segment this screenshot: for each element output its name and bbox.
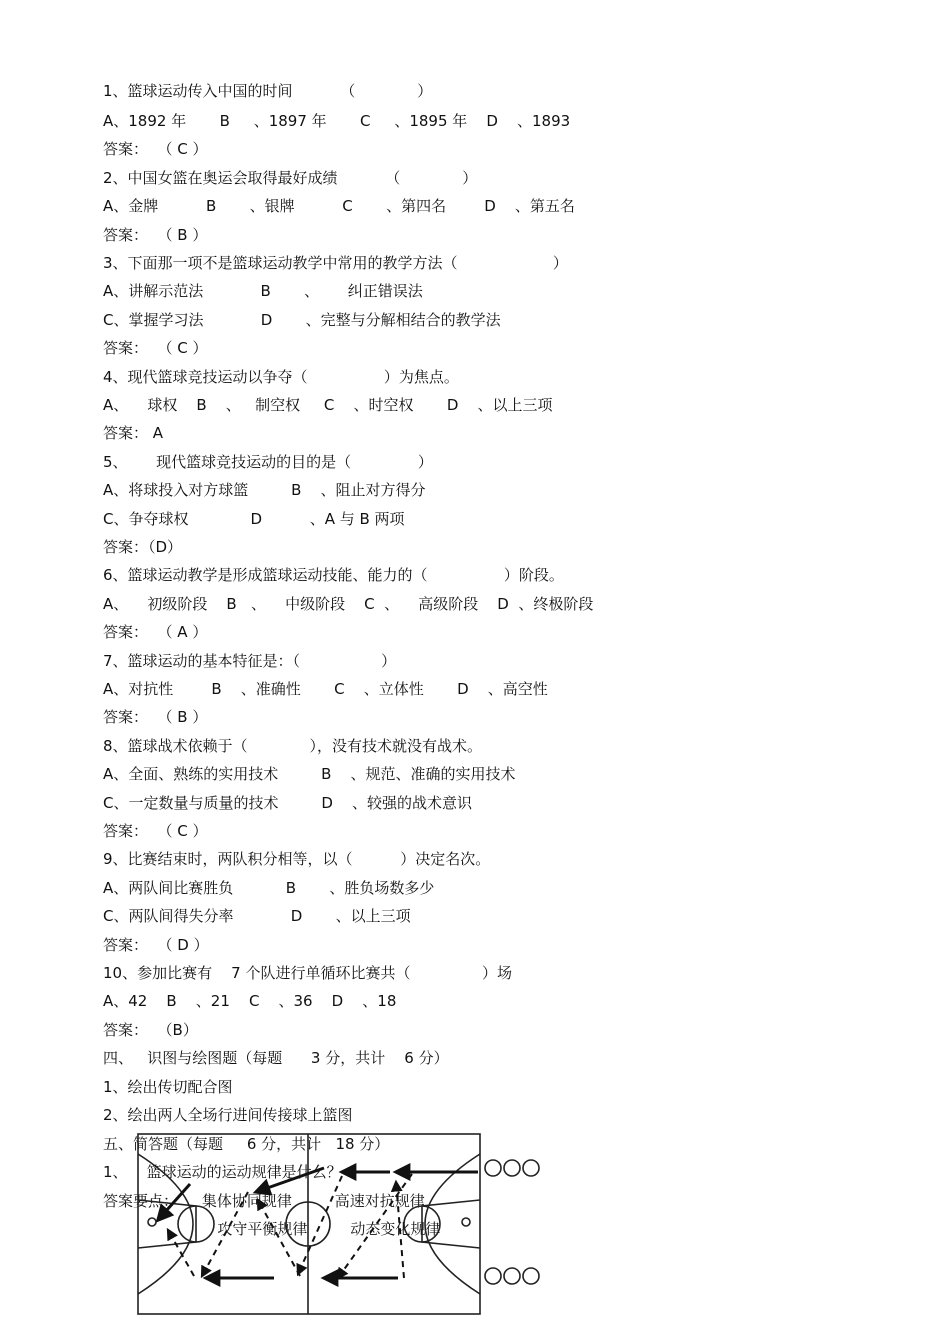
q2-options: A、金牌 B 、银牌 C 、第四名 D 、第五名	[103, 197, 575, 215]
player-marker	[504, 1160, 520, 1176]
pass-arrow	[298, 1176, 342, 1274]
q8-answer: 答案： （ C ）	[103, 822, 208, 840]
basketball-court-diagram	[128, 1130, 558, 1320]
q10-options: A、42 B 、21 C 、36 D 、18	[103, 992, 397, 1010]
pass-arrow	[396, 1182, 404, 1278]
right-three-point-arc	[425, 1154, 480, 1294]
q9-stem: 9、比赛结束时，两队积分相等，以（ ）决定名次。	[103, 850, 491, 868]
q6-answer: 答案： （ A ）	[103, 623, 208, 641]
section-five-answer-2: 攻守平衡规律 动态变化规律	[103, 1220, 441, 1238]
q10-stem: 10、参加比赛有 7 个队进行单循环比赛共（ ）场	[103, 964, 512, 982]
q4-options: A、 球权 B 、 制空权 C 、时空权 D 、以上三项	[103, 396, 553, 414]
q3-answer: 答案： （ C ）	[103, 339, 208, 357]
pass-arrow	[338, 1174, 412, 1278]
q5-options-ab: A、将球投入对方球篮 B 、阻止对方得分	[103, 481, 426, 499]
pass-arrow	[202, 1192, 248, 1276]
q3-stem: 3、下面那一项不是篮球运动教学中常用的教学方法（ ）	[103, 254, 568, 272]
q3-options-cd: C、掌握学习法 D 、完整与分解相结合的教学法	[103, 311, 501, 329]
q7-stem: 7、篮球运动的基本特征是：（ ）	[103, 652, 397, 670]
q6-options: A、 初级阶段 B 、 中级阶段 C 、 高级阶段 D 、终极阶段	[103, 595, 594, 613]
q7-options: A、对抗性 B 、准确性 C 、立体性 D 、高空性	[103, 680, 548, 698]
pass-arrow	[258, 1200, 300, 1276]
section-four-item-2: 2、绘出两人全场行进间传接球上篮图	[103, 1106, 353, 1124]
player-marker	[485, 1160, 501, 1176]
section-four-heading: 四、 识图与绘图题（每题 3 分，共计 6 分）	[103, 1049, 449, 1067]
player-marker	[523, 1268, 539, 1284]
player-marker	[504, 1268, 520, 1284]
player-marker	[485, 1268, 501, 1284]
q5-options-cd: C、争夺球权 D 、A 与 B 两项	[103, 510, 405, 528]
q9-options-ab: A、两队间比赛胜负 B 、胜负场数多少	[103, 879, 435, 897]
left-basket	[148, 1218, 156, 1226]
q7-answer: 答案： （ B ）	[103, 708, 208, 726]
left-three-point-arc	[138, 1154, 193, 1294]
section-five-heading: 五、简答题（每题 6 分，共计 18 分）	[103, 1135, 390, 1153]
q10-answer: 答案： （B）	[103, 1021, 198, 1039]
q6-stem: 6、篮球运动教学是形成篮球运动技能、能力的（ ）阶段。	[103, 566, 564, 584]
q1-stem: 1、篮球运动传入中国的时间 （ ）	[103, 82, 433, 100]
section-five-answer-1: 答案要点： 集体协同规律 高速对抗规律	[103, 1192, 425, 1210]
player-marker	[523, 1160, 539, 1176]
court-boundary	[138, 1134, 480, 1314]
run-arrow	[256, 1168, 324, 1192]
q9-answer: 答案： （ D ）	[103, 936, 209, 954]
q9-options-cd: C、两队间得失分率 D 、以上三项	[103, 907, 411, 925]
q4-answer: 答案： A	[103, 424, 164, 442]
q8-stem: 8、篮球战术依赖于（ ），没有技术就没有战术。	[103, 737, 483, 755]
q8-options-ab: A、全面、熟练的实用技术 B 、规范、准确的实用技术	[103, 765, 516, 783]
q5-stem: 5、 现代篮球竞技运动的目的是（ ）	[103, 453, 433, 471]
q1-options: A、1892 年 B 、1897 年 C 、1895 年 D 、1893	[103, 112, 571, 130]
q2-stem: 2、中国女篮在奥运会取得最好成绩 （ ）	[103, 169, 478, 187]
q1-answer: 答案： （ C ）	[103, 140, 208, 158]
left-key	[138, 1200, 196, 1248]
section-five-q1: 1、 篮球运动的运动规律是什么？	[103, 1163, 342, 1181]
q2-answer: 答案： （ B ）	[103, 226, 208, 244]
q8-options-cd: C、一定数量与质量的技术 D 、较强的战术意识	[103, 794, 473, 812]
pass-arrow	[168, 1230, 194, 1276]
section-four-item-1: 1、绘出传切配合图	[103, 1078, 233, 1096]
q3-options-ab: A、讲解示范法 B 、 纠正错误法	[103, 282, 423, 300]
q5-answer: 答案：（D）	[103, 538, 183, 556]
right-key	[422, 1200, 480, 1248]
right-basket	[462, 1218, 470, 1226]
q4-stem: 4、现代篮球竞技运动以争夺（ ）为焦点。	[103, 368, 459, 386]
